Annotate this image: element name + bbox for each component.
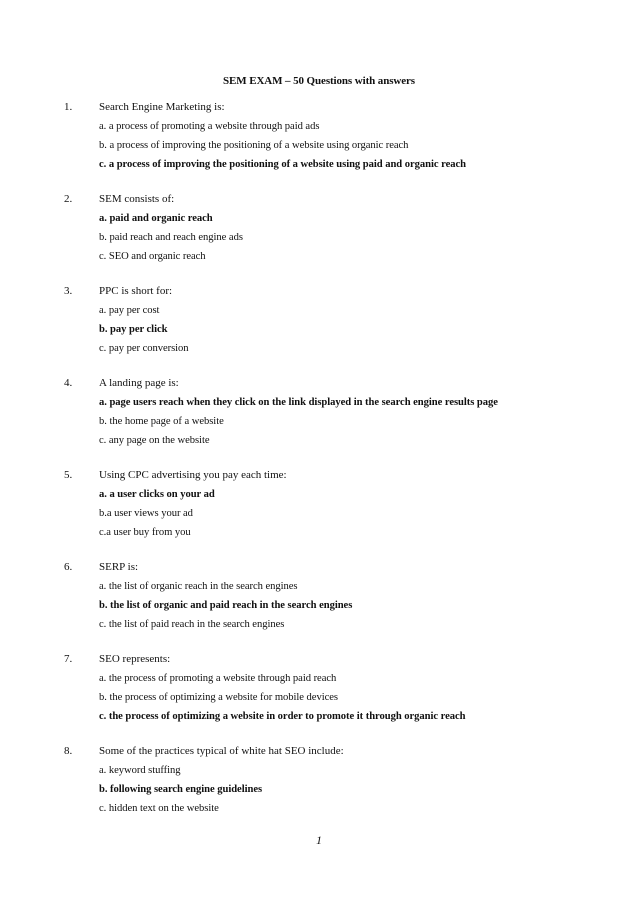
question-item xyxy=(64,101,584,193)
question-number: 7. xyxy=(64,653,73,665)
question-item xyxy=(64,377,584,469)
answer-option: a. keyword stuffing xyxy=(99,765,181,776)
question-text: Some of the practices typical of white hat SEO include: xyxy=(99,745,344,757)
question-item xyxy=(64,653,584,745)
question-text: Search Engine Marketing is: xyxy=(99,101,225,113)
answer-option: c. pay per conversion xyxy=(99,343,189,354)
answer-option: b. a process of improving the positioning of a website using organic reach xyxy=(99,140,409,151)
question-text: Using CPC advertising you pay each time: xyxy=(99,469,287,481)
question-number: 4. xyxy=(64,377,73,389)
answer-option: a. the list of organic reach in the search engines xyxy=(99,581,298,592)
answer-option: c. hidden text on the website xyxy=(99,803,219,814)
answer-option: c. SEO and organic reach xyxy=(99,251,206,262)
answer-option: b. the home page of a website xyxy=(99,416,224,427)
question-number: 5. xyxy=(64,469,73,481)
answer-option-correct: c. the process of optimizing a website in order to promote it through organic reach xyxy=(99,711,466,722)
question-text: SEM consists of: xyxy=(99,193,175,205)
answer-option: c. the list of paid reach in the search engines xyxy=(99,619,285,630)
answer-option-correct: a. page users reach when they click on the link displayed in the search engine results page xyxy=(99,397,498,408)
answer-option-correct: a. a user clicks on your ad xyxy=(99,489,215,500)
question-item xyxy=(64,561,584,653)
question-text: SERP is: xyxy=(99,561,139,573)
answer-option: a. the process of promoting a website through paid reach xyxy=(99,673,337,684)
question-text: A landing page is: xyxy=(99,377,179,389)
answer-option: a. a process of promoting a website through paid ads xyxy=(99,121,320,132)
answer-option-correct: a. paid and organic reach xyxy=(99,213,213,224)
question-item xyxy=(64,285,584,377)
answer-option-correct: c. a process of improving the positioning of a website using paid and organic reach xyxy=(99,159,466,170)
answer-option-correct: b. the list of organic and paid reach in the search engines xyxy=(99,600,353,611)
answer-option: b. paid reach and reach engine ads xyxy=(99,232,243,243)
answer-option-correct: b. pay per click xyxy=(99,324,168,335)
question-number: 8. xyxy=(64,745,73,757)
question-text: SEO represents: xyxy=(99,653,171,665)
page-title: SEM EXAM – 50 Questions with answers xyxy=(223,75,415,87)
question-number: 6. xyxy=(64,561,73,573)
answer-option: b. the process of optimizing a website for mobile devices xyxy=(99,692,338,703)
question-number: 3. xyxy=(64,285,73,297)
page-number: 1 xyxy=(316,833,322,847)
question-list xyxy=(64,101,584,837)
question-text: PPC is short for: xyxy=(99,285,173,297)
question-item xyxy=(64,469,584,561)
answer-option: b.a user views your ad xyxy=(99,508,193,519)
question-item xyxy=(64,745,584,837)
question-number: 1. xyxy=(64,101,73,113)
answer-option-correct: b. following search engine guidelines xyxy=(99,784,263,795)
answer-option: a. pay per cost xyxy=(99,305,160,316)
question-number: 2. xyxy=(64,193,73,205)
question-item xyxy=(64,193,584,285)
answer-option: c. any page on the website xyxy=(99,435,210,446)
answer-option: c.a user buy from you xyxy=(99,527,191,538)
